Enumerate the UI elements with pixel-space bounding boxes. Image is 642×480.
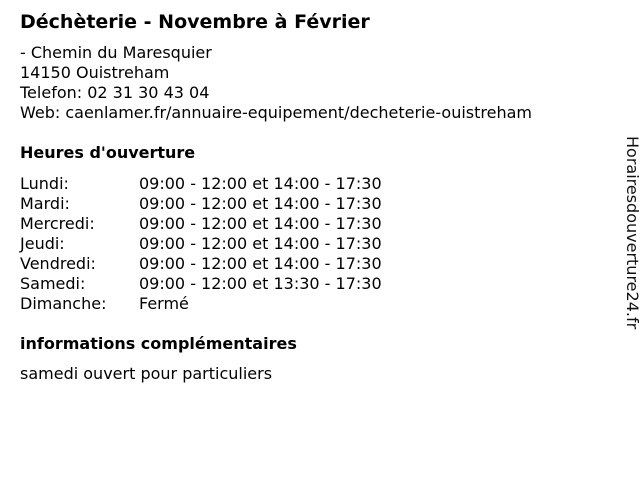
opening-times: Fermé [139, 294, 189, 313]
opening-times: 09:00 - 12:00 et 14:00 - 17:30 [139, 234, 382, 253]
day-label: Mercredi: [20, 214, 95, 233]
website: Web: caenlamer.fr/annuaire-equipement/decheterie-ouistreham [20, 103, 532, 122]
day-label: Jeudi: [20, 234, 65, 253]
day-label: Mardi: [20, 194, 70, 213]
hours-row-friday [20, 254, 600, 274]
opening-times: 09:00 - 12:00 et 14:00 - 17:30 [139, 254, 382, 273]
hours-row-tuesday [20, 194, 600, 214]
day-label: Vendredi: [20, 254, 96, 273]
street-address: - Chemin du Maresquier [20, 43, 212, 62]
opening-hours-card [20, 9, 600, 384]
hours-row-monday [20, 174, 600, 194]
opening-times: 09:00 - 12:00 et 14:00 - 17:30 [139, 194, 382, 213]
info-text: samedi ouvert pour particuliers [20, 364, 273, 383]
opening-times: 09:00 - 12:00 et 14:00 - 17:30 [139, 214, 382, 233]
opening-times: 09:00 - 12:00 et 14:00 - 17:30 [139, 174, 382, 193]
hours-heading: Heures d'ouverture [20, 143, 196, 162]
hours-row-thursday [20, 234, 600, 254]
day-label: Dimanche: [20, 294, 107, 313]
day-label: Samedi: [20, 274, 86, 293]
page-title: Déchèterie - Novembre à Février [20, 11, 370, 33]
info-heading: informations complémentaires [20, 334, 297, 353]
phone-number: Telefon: 02 31 30 43 04 [20, 83, 210, 102]
address-block [20, 43, 600, 123]
hours-row-wednesday [20, 214, 600, 234]
hours-list [20, 174, 600, 314]
day-label: Lundi: [20, 174, 69, 193]
hours-row-saturday [20, 274, 600, 294]
opening-times: 09:00 - 12:00 et 13:30 - 17:30 [139, 274, 382, 293]
site-watermark: Horairesdouverture24.fr [623, 136, 642, 330]
hours-row-sunday [20, 294, 600, 314]
postal-city: 14150 Ouistreham [20, 63, 170, 82]
